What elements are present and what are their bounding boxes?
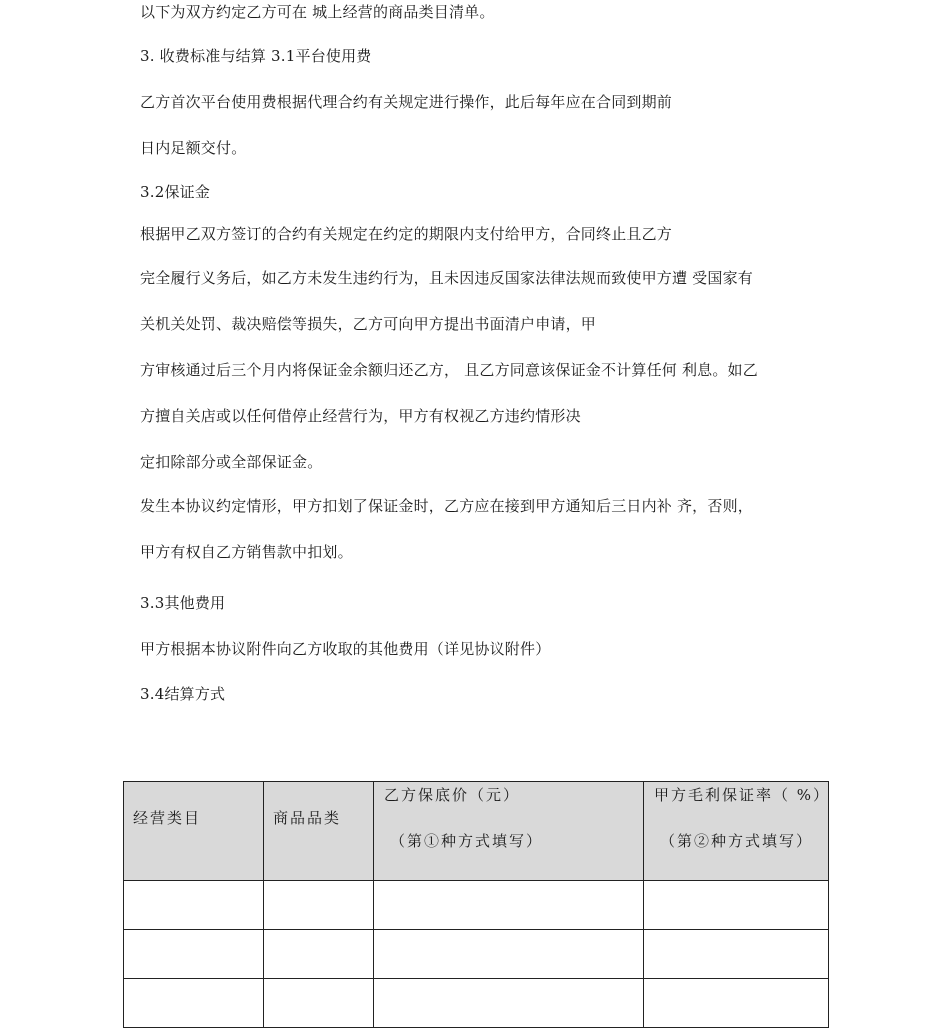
- table-cell: [374, 881, 644, 930]
- table-row: [124, 881, 829, 930]
- header-product-category: 商品品类: [264, 782, 374, 881]
- paragraph-deposit-5: 方擅自关店或以任何借停止经营行为，甲方有权视乙方违约情形决: [140, 407, 581, 425]
- table-cell: [644, 881, 829, 930]
- table-cell: [124, 881, 264, 930]
- paragraph-platform-fee: 乙方首次平台使用费根据代理合约有关规定进行操作，此后每年应在合同到期前: [140, 93, 673, 111]
- table-cell: [124, 979, 264, 1028]
- heading-deposit: 3.2保证金: [140, 183, 211, 201]
- paragraph-deposit-6: 定扣除部分或全部保证金。: [140, 453, 323, 471]
- header-business-category: 经营类目: [124, 782, 264, 881]
- table-cell: [644, 930, 829, 979]
- paragraph-deposit-4: 方审核通过后三个月内将保证金余额归还乙方， 且乙方同意该保证金不计算任何 利息。如乙: [140, 361, 758, 379]
- paragraph-deduction-1: 发生本协议约定情形，甲方扣划了保证金时，乙方应在接到甲方通知后三日内补 齐，否则，: [140, 497, 753, 515]
- table-cell: [124, 930, 264, 979]
- category-table: [123, 781, 829, 1028]
- paragraph-deposit-1: 根据甲乙双方签订的合约有关规定在约定的期限内支付给甲方，合同终止且乙方: [140, 225, 673, 243]
- table-cell: [374, 930, 644, 979]
- heading-section-3: 3. 收费标准与结算 3.1平台使用费: [140, 47, 372, 65]
- header-margin-rate: 甲方毛利保证率（ %） （第②种方式填写）: [644, 782, 829, 881]
- paragraph-deposit-2: 完全履行义务后，如乙方未发生违约行为，且未因违反国家法律法规而致使甲方遭 受国家有: [140, 269, 753, 287]
- table-row: [124, 979, 829, 1028]
- table-cell: [264, 979, 374, 1028]
- table-cell: [374, 979, 644, 1028]
- paragraph-other-fees: 甲方根据本协议附件向乙方收取的其他费用（详见协议附件）: [140, 640, 551, 658]
- paragraph-deduction-2: 甲方有权自乙方销售款中扣划。: [140, 543, 353, 561]
- table-header-row: [124, 782, 829, 881]
- heading-other-fees: 3.3其他费用: [140, 594, 226, 612]
- paragraph-platform-fee-cont: 日内足额交付。: [140, 139, 247, 157]
- table-cell: [644, 979, 829, 1028]
- table-cell: [264, 881, 374, 930]
- heading-settlement: 3.4结算方式: [140, 685, 226, 703]
- paragraph-deposit-3: 关机关处罚、裁决赔偿等损失，乙方可向甲方提出书面清户申请，甲: [140, 315, 597, 333]
- table-cell: [264, 930, 374, 979]
- table-row: [124, 930, 829, 979]
- header-floor-price: 乙方保底价（元） （第①种方式填写）: [374, 782, 644, 881]
- paragraph-intro: 以下为双方约定乙方可在 城上经营的商品类目清单。: [140, 3, 495, 21]
